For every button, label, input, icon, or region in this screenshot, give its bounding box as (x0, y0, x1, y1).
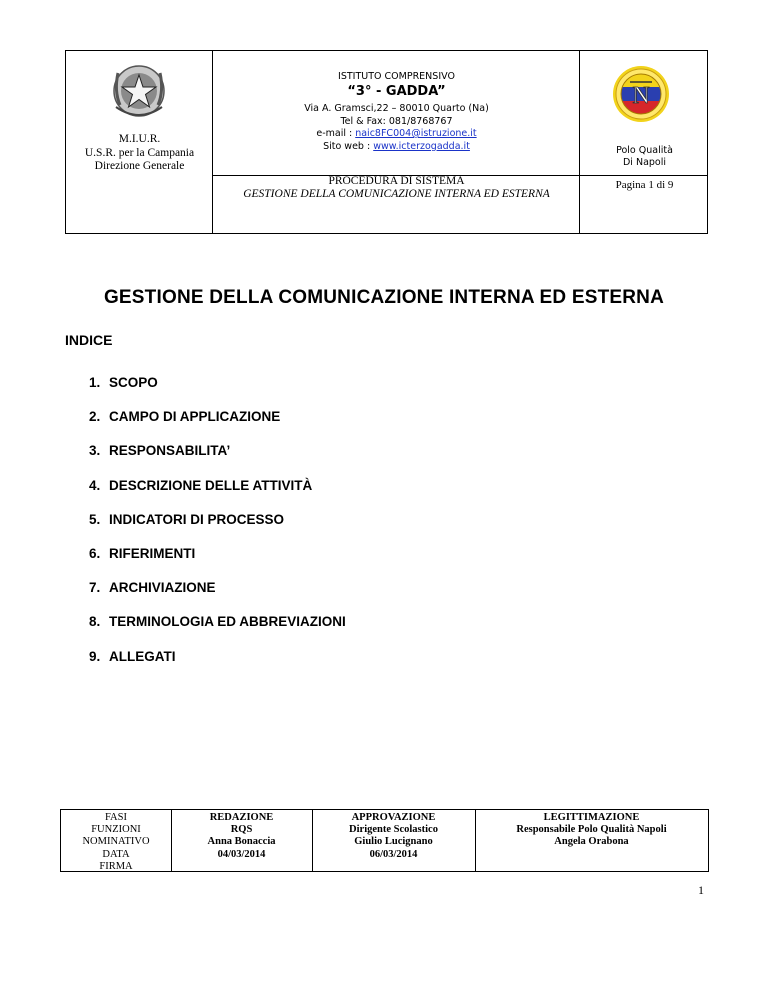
toc-item[interactable] (89, 400, 346, 434)
website-link[interactable]: www.icterzogadda.it (373, 140, 470, 152)
procedure-info (213, 175, 580, 201)
toc-label: ARCHIVIAZIONE (109, 580, 216, 596)
table-of-contents (89, 366, 346, 674)
row-label-nominativo: NOMINATIVO (82, 836, 150, 848)
toc-label: ALLEGATI (109, 648, 176, 664)
row-labels-column (61, 812, 171, 873)
toc-number: 3. (89, 443, 101, 459)
direzione-line: Direzione Generale (94, 160, 185, 172)
toc-number: 8. (89, 614, 101, 630)
school-address: Via A. Gramsci,22 – 80010 Quarto (Na) (304, 103, 489, 114)
miur-line: M.I.U.R. (118, 133, 161, 145)
row-label-data: DATA (102, 848, 130, 860)
toc-number: 7. (89, 580, 101, 596)
polo-qualita-label (580, 145, 709, 169)
toc-label: CAMPO DI APPLICAZIONE (109, 409, 281, 425)
toc-number: 6. (89, 545, 101, 561)
istituto-label: ISTITUTO COMPRENSIVO (338, 71, 455, 82)
toc-number: 4. (89, 477, 101, 493)
toc-item[interactable] (89, 571, 346, 605)
toc-label: RESPONSABILITA’ (109, 443, 231, 459)
school-info (213, 51, 580, 153)
page-counter: Pagina 1 di 9 (615, 179, 674, 191)
approvazione-data: 06/03/2014 (369, 848, 418, 860)
row-label-fasi: FASI (105, 812, 127, 823)
toc-item[interactable] (89, 640, 346, 674)
toc-item[interactable] (89, 434, 346, 468)
toc-number: 1. (89, 375, 101, 390)
miur-label (66, 133, 213, 174)
header-divider (579, 175, 708, 176)
redazione-funzione: RQS (230, 824, 253, 836)
toc-item[interactable] (89, 366, 346, 400)
approval-table (60, 809, 709, 872)
document-title: GESTIONE DELLA COMUNICAZIONE INTERNA ED ESTERNA (103, 287, 665, 308)
toc-number: 2. (89, 409, 101, 425)
toc-label: TERMINOLOGIA ED ABBREVIAZIONI (109, 614, 346, 630)
redazione-nominativo: Anna Bonaccia (207, 836, 276, 848)
email-link[interactable]: naic8FC004@istruzione.it (355, 128, 477, 139)
toc-label: DESCRIZIONE DELLE ATTIVITÀ (109, 477, 313, 493)
page-number: 1 (698, 883, 704, 897)
toc-label: RIFERIMENTI (109, 545, 196, 561)
polo-line: Di Napoli (622, 157, 667, 168)
document-header-table (65, 50, 708, 234)
email-label: e-mail : (316, 128, 356, 139)
approvazione-nominativo: Giulio Lucignano (354, 836, 433, 848)
toc-number: 5. (89, 511, 101, 527)
toc-item[interactable] (89, 537, 346, 571)
legittimazione-column (475, 812, 708, 849)
school-name: “3° - GADDA” (347, 84, 446, 99)
svg-text:N: N (632, 83, 650, 109)
toc-item[interactable] (89, 605, 346, 639)
toc-label: SCOPO (109, 375, 158, 390)
website-label: Sito web : (323, 140, 374, 152)
procedure-title: GESTIONE DELLA COMUNICAZIONE INTERNA ED ESTERNA (243, 188, 550, 200)
toc-item[interactable] (89, 503, 346, 537)
toc-number: 9. (89, 648, 101, 664)
legittimazione-header: LEGITTIMAZIONE (543, 812, 640, 823)
polo-qualita-logo-icon (612, 65, 670, 123)
polo-line: Polo Qualità (616, 145, 673, 156)
approvazione-header: APPROVAZIONE (351, 812, 436, 823)
toc-item[interactable] (89, 469, 346, 503)
legittimazione-funzione: Responsabile Polo Qualità Napoli (516, 824, 667, 836)
redazione-data: 04/03/2014 (217, 848, 266, 860)
row-label-funzioni: FUNZIONI (91, 824, 141, 836)
approvazione-column (312, 812, 475, 861)
row-label-firma: FIRMA (99, 860, 133, 872)
usr-line: U.S.R. per la Campania (84, 146, 195, 159)
toc-label: INDICATORI DI PROCESSO (109, 511, 285, 527)
approvazione-funzione: Dirigente Scolastico (349, 824, 438, 836)
redazione-column (171, 812, 312, 861)
redazione-header: REDAZIONE (209, 812, 274, 823)
procedure-label: PROCEDURA DI SISTEMA (328, 175, 465, 187)
legittimazione-nominativo: Angela Orabona (554, 836, 629, 848)
italian-republic-emblem-icon (110, 63, 168, 119)
school-phone: Tel & Fax: 081/8768767 (340, 115, 453, 127)
index-heading: INDICE (65, 332, 113, 348)
